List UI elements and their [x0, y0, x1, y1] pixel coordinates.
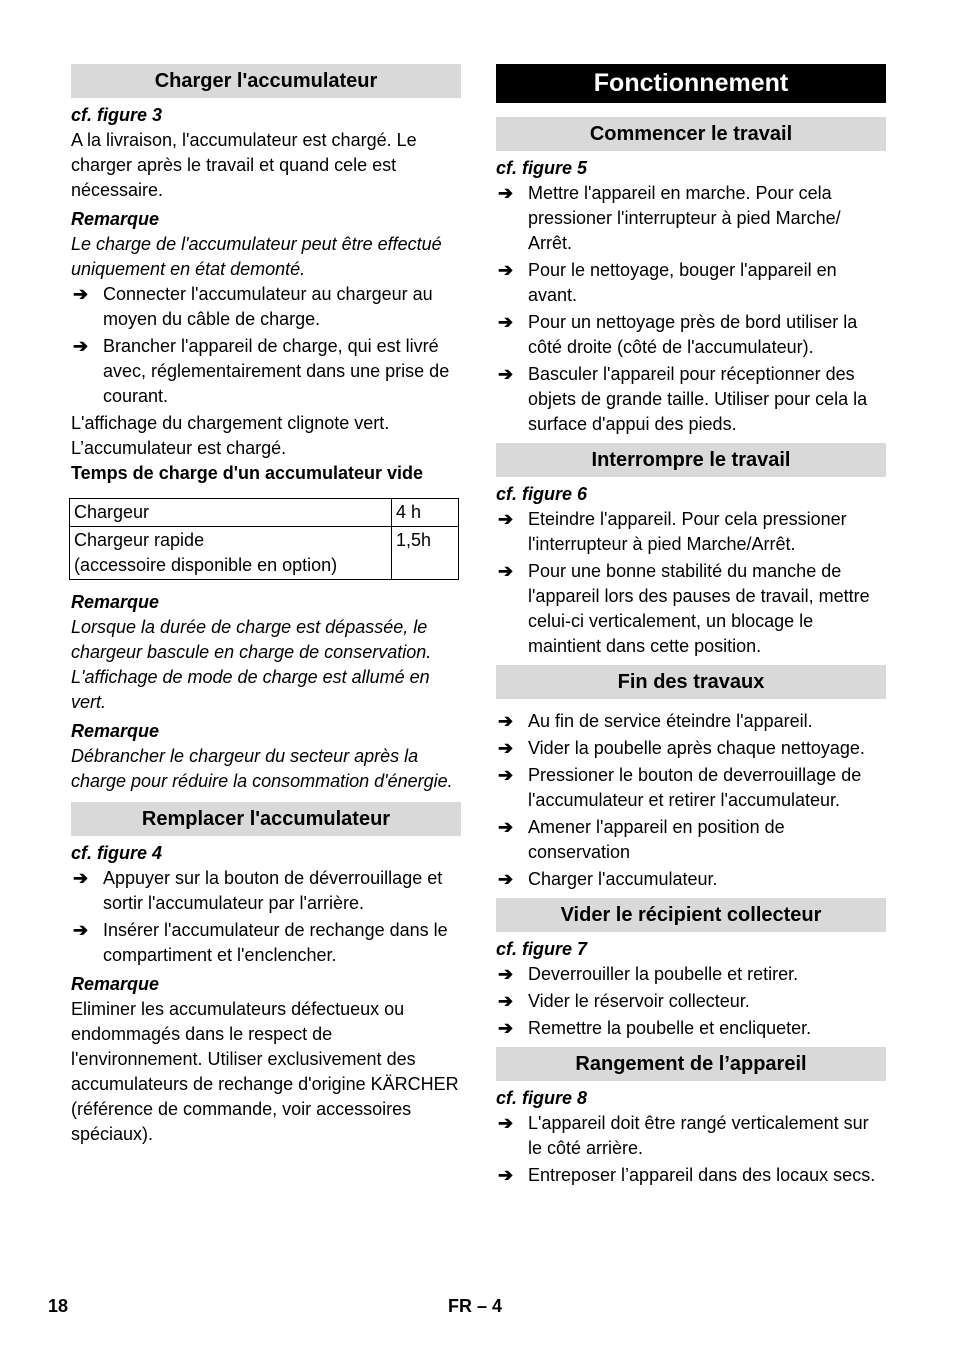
- table-cell: Chargeur: [70, 499, 392, 527]
- figure-reference: cf. figure 6: [496, 484, 588, 504]
- table-cell: 1,5h: [392, 527, 459, 580]
- note-label: Remarque: [71, 592, 160, 612]
- arrow-icon: ➔: [498, 711, 514, 731]
- figure-reference: cf. figure 4: [71, 843, 163, 863]
- note-label: Remarque: [71, 974, 160, 994]
- right-column: [496, 64, 886, 1190]
- section-heading-end: Fin des travaux: [496, 665, 886, 699]
- figure-reference: cf. figure 3: [71, 105, 163, 125]
- arrow-icon: ➔: [498, 1113, 514, 1133]
- list-item: ➔ Eteindre l'appareil. Pour cela pressioner l'interrupteur à pied Marche/Arrêt.: [498, 509, 847, 554]
- arrow-icon: ➔: [498, 869, 514, 889]
- list-item: ➔ Remettre la poubelle et encliqueter.: [496, 1016, 886, 1041]
- left-column: [71, 64, 461, 1147]
- arrow-icon: ➔: [498, 1165, 514, 1185]
- storage-steps-list: [496, 1111, 886, 1188]
- list-item: ➔ Charger l'accumulateur.: [496, 867, 886, 892]
- table-cell: Chargeur rapide (accessoire disponible en option): [70, 527, 392, 580]
- note-label: Remarque: [71, 721, 160, 741]
- arrow-icon: ➔: [498, 1018, 514, 1038]
- list-item: ➔ Connecter l'accumulateur au chargeur au moyen du câble de charge.: [73, 284, 433, 329]
- language-page-label: FR – 4: [448, 1296, 503, 1316]
- arrow-icon: ➔: [498, 991, 514, 1011]
- list-item: ➔ Mettre l'appareil en marche. Pour cela pressioner l'interrupteur à pied Marche/ Arrêt.: [498, 183, 841, 253]
- list-item: ➔ L'appareil doit être rangé verticalement sur le côté arrière.: [498, 1113, 869, 1158]
- main-heading: Fonctionnement: [496, 64, 886, 103]
- list-item: ➔ Entreposer l’appareil dans des locaux secs.: [496, 1163, 886, 1188]
- note-text: Lorsque la durée de charge est dépassée, le chargeur bascule en charge de conservation. L'affichage de mode de charge est allumé en vert.: [71, 617, 432, 712]
- note-label: Remarque: [71, 209, 160, 229]
- list-item: ➔ Vider la poubelle après chaque nettoyage.: [496, 736, 886, 761]
- list-item: ➔ Pour une bonne stabilité du manche de l'appareil lors des pauses de travail, mettre celui-ci verticalement, un blocage le maintient dans cette position.: [498, 561, 870, 656]
- empty-steps-list: [496, 962, 886, 1041]
- arrow-icon: ➔: [498, 364, 514, 384]
- arrow-icon: ➔: [498, 260, 514, 280]
- list-item: ➔ Au fin de service éteindre l'appareil.: [496, 709, 886, 734]
- list-item: ➔ Pressioner le bouton de deverrouillage de l'accumulateur et retirer l'accumulateur.: [498, 765, 862, 810]
- section-heading-replace: Remplacer l'accumulateur: [71, 802, 461, 836]
- note-text: Eliminer les accumulateurs défectueux ou endommagés dans le respect de l'environnement. Utiliser exclusivement des accumulateurs de rechange d'origine KÄRCHER (référence de commande, voir accessoires spéciaux).: [71, 999, 459, 1144]
- interrupt-steps-list: [496, 507, 886, 659]
- list-item: ➔ Vider le réservoir collecteur.: [496, 989, 886, 1014]
- section-heading-empty: Vider le récipient collecteur: [496, 898, 886, 932]
- list-item: ➔ Brancher l'appareil de charge, qui est livré avec, réglementairement dans une prise de courant.: [73, 336, 450, 406]
- figure-reference: cf. figure 7: [496, 939, 588, 959]
- figure-reference: cf. figure 5: [496, 158, 588, 178]
- table-row: [70, 527, 459, 580]
- arrow-icon: ➔: [498, 738, 514, 758]
- list-item: ➔ Basculer l'appareil pour réceptionner des objets de grande taille. Utiliser pour cela la surface d'appui des pieds.: [498, 364, 868, 434]
- arrow-icon: ➔: [498, 509, 514, 529]
- arrow-icon: ➔: [73, 284, 89, 304]
- charge-time-table: [69, 498, 459, 580]
- charge-status-text: L’accumulateur est chargé.: [71, 438, 287, 458]
- table-cell: 4 h: [392, 499, 459, 527]
- note-text: Le charge de l'accumulateur peut être effectué uniquement en état demonté.: [71, 234, 442, 279]
- list-item: ➔ Appuyer sur la bouton de déverrouillage et sortir l'accumulateur par l'arrière.: [73, 868, 443, 913]
- section-heading-charge: Charger l'accumulateur: [71, 64, 461, 98]
- arrow-icon: ➔: [498, 817, 514, 837]
- end-steps-list: [496, 709, 886, 892]
- arrow-icon: ➔: [498, 183, 514, 203]
- note-text: Débrancher le chargeur du secteur après la charge pour réduire la consommation d'énergie.: [71, 746, 453, 791]
- arrow-icon: ➔: [498, 561, 514, 581]
- list-item: ➔ Pour un nettoyage près de bord utiliser la côté droite (côté de l'accumulateur).: [498, 312, 858, 357]
- list-item: ➔ Amener l'appareil en position de conservation: [498, 817, 785, 862]
- section-heading-interrupt: Interrompre le travail: [496, 443, 886, 477]
- arrow-icon: ➔: [73, 868, 89, 888]
- start-steps-list: [496, 181, 886, 437]
- list-item: ➔ Insérer l'accumulateur de rechange dans le compartiment et l'enclencher.: [73, 920, 448, 965]
- replace-steps-list: [71, 866, 461, 968]
- list-item: ➔ Deverrouiller la poubelle et retirer.: [496, 962, 886, 987]
- charge-intro-text: A la livraison, l'accumulateur est chargé. Le charger après le travail et quand cele est nécessaire.: [71, 130, 417, 200]
- figure-reference: cf. figure 8: [496, 1088, 588, 1108]
- charge-status-text: L'affichage du chargement clignote vert.: [71, 413, 390, 433]
- arrow-icon: ➔: [73, 336, 89, 356]
- arrow-icon: ➔: [498, 765, 514, 785]
- page-number: 18: [48, 1296, 69, 1316]
- charge-steps-list: [71, 282, 461, 409]
- list-item: ➔ Pour le nettoyage, bouger l'appareil en avant.: [498, 260, 837, 305]
- arrow-icon: ➔: [498, 312, 514, 332]
- section-heading-storage: Rangement de l’appareil: [496, 1047, 886, 1081]
- arrow-icon: ➔: [73, 920, 89, 940]
- table-caption: Temps de charge d'un accumulateur vide: [71, 463, 424, 483]
- table-row: [70, 499, 459, 527]
- arrow-icon: ➔: [498, 964, 514, 984]
- section-heading-start: Commencer le travail: [496, 117, 886, 151]
